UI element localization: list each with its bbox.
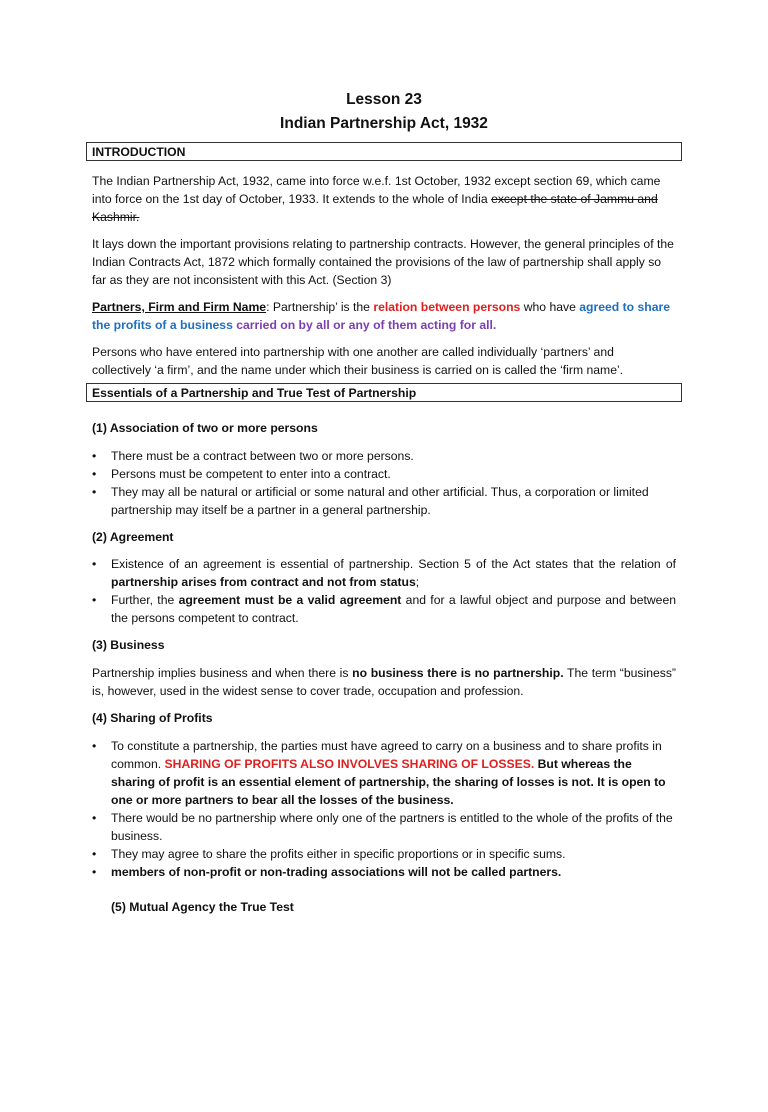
lesson-number: Lesson 23 — [346, 91, 422, 108]
definition-red-text: relation between persons — [373, 300, 521, 314]
definition-paragraph — [92, 298, 676, 334]
section-2-title: (2) Agreement — [92, 530, 174, 544]
section-4-list — [92, 737, 676, 881]
list-item-text: and for a lawful object and purpose and between the persons competent to contract. — [111, 593, 676, 625]
intro-p1-struck-text: except the state of Jammu and Kashmir. — [92, 192, 658, 224]
section-1-title: (1) Association of two or more persons — [92, 421, 318, 435]
list-item-bold-text: partnership arises from contract and not from status — [111, 575, 416, 589]
introduction-heading: INTRODUCTION — [86, 142, 682, 161]
list-item-text: They may all be natural or artificial or some natural and other artificial. Thus, a corporation or limited partnership may itself be a partner in a general partnership. — [111, 485, 649, 517]
list-item — [92, 863, 676, 881]
document-page — [0, 88, 768, 1112]
section-3-text-end: The term “business” is, however, used in the widest sense to cover trade, occupation and profession. — [92, 666, 676, 698]
section-3-title: (3) Business — [92, 638, 165, 652]
list-item-text: ; — [415, 575, 420, 589]
bullet: • — [92, 449, 97, 463]
intro-paragraph-1 — [92, 172, 676, 226]
list-item-bold-text: But whereas the sharing of profit is an essential element of partnership, the sharing of losses is not. It is open to one or more partners to bear all the losses of the business. — [111, 757, 666, 807]
bullet: • — [92, 467, 97, 481]
intro-paragraph-4: Persons who have entered into partnership with one another are called individually ‘partners’ and collectively ‘a firm’, and the name under which their business is carried on is called the ‘firm name’. — [92, 345, 624, 377]
list-item-text: There must be a contract between two or more persons. — [111, 449, 414, 463]
definition-text-1: : Partnership’ is the — [266, 300, 374, 314]
bullet: • — [92, 557, 97, 571]
section-5-title: (5) Mutual Agency the True Test — [111, 900, 294, 914]
bullet: • — [92, 739, 97, 753]
intro-p1-text: The Indian Partnership Act, 1932, came into force w.e.f. 1st October, 1932 except section 69, which came into force on the 1st day of October, 1933. It extends to the whole of India — [92, 174, 661, 206]
section-1-list — [92, 447, 676, 519]
definition-text-2: who have — [520, 300, 580, 314]
essentials-heading: Essentials of a Partnership and True Test of Partnership — [86, 383, 682, 402]
intro-paragraph-2: It lays down the important provisions relating to partnership contracts. However, the general principles of the Indian Contracts Act, 1872 which formally contained the provisions of the law of partnership shall apply so far as they are not inconsistent with this Act. (Section 3) — [92, 237, 674, 287]
bullet: • — [92, 811, 97, 825]
definition-blue-text: agreed to share the profits of a business — [92, 300, 671, 332]
definition-label: Partners, Firm and Firm Name — [92, 300, 267, 314]
section-4-title: (4) Sharing of Profits — [92, 711, 213, 725]
section-2-list — [92, 555, 676, 627]
list-item — [92, 809, 676, 845]
page-title: Indian Partnership Act, 1932 — [280, 115, 488, 132]
list-item — [92, 465, 676, 483]
section-3-paragraph — [92, 664, 676, 700]
bullet: • — [92, 865, 97, 879]
list-item — [92, 447, 676, 465]
list-item-text: Existence of an agreement is essential of partnership. Section 5 of the Act states that the relation of — [111, 557, 676, 571]
list-item-text: They may agree to share the profits either in specific proportions or in specific sums. — [111, 847, 566, 861]
list-item — [92, 845, 676, 863]
list-item — [92, 555, 676, 591]
section-3-bold-text: no business there is no partnership. — [352, 666, 564, 680]
list-item — [92, 591, 676, 627]
list-item-text: There would be no partnership where only one of the partners is entitled to the whole of the profits of the business. — [111, 811, 673, 843]
list-item — [92, 483, 676, 519]
definition-purple-text: carried on by all or any of them acting for all. — [236, 318, 497, 332]
list-item-bold-text: agreement must be a valid agreement — [178, 593, 402, 607]
bullet: • — [92, 485, 97, 499]
list-item-red-text: SHARING OF PROFITS ALSO INVOLVES SHARING OF LOSSES. — [164, 757, 535, 771]
list-item-text: To constitute a partnership, the parties must have agreed to carry on a business and to share profits in common. — [111, 739, 662, 771]
list-item-text: Persons must be competent to enter into a contract. — [111, 467, 391, 481]
bullet: • — [92, 847, 97, 861]
list-item-text: Further, the — [111, 593, 179, 607]
section-3-text: Partnership implies business and when there is — [92, 666, 353, 680]
bullet: • — [92, 593, 97, 607]
list-item-bold-text: members of non-profit or non-trading associations will not be called partners. — [111, 865, 562, 879]
list-item — [92, 737, 676, 809]
